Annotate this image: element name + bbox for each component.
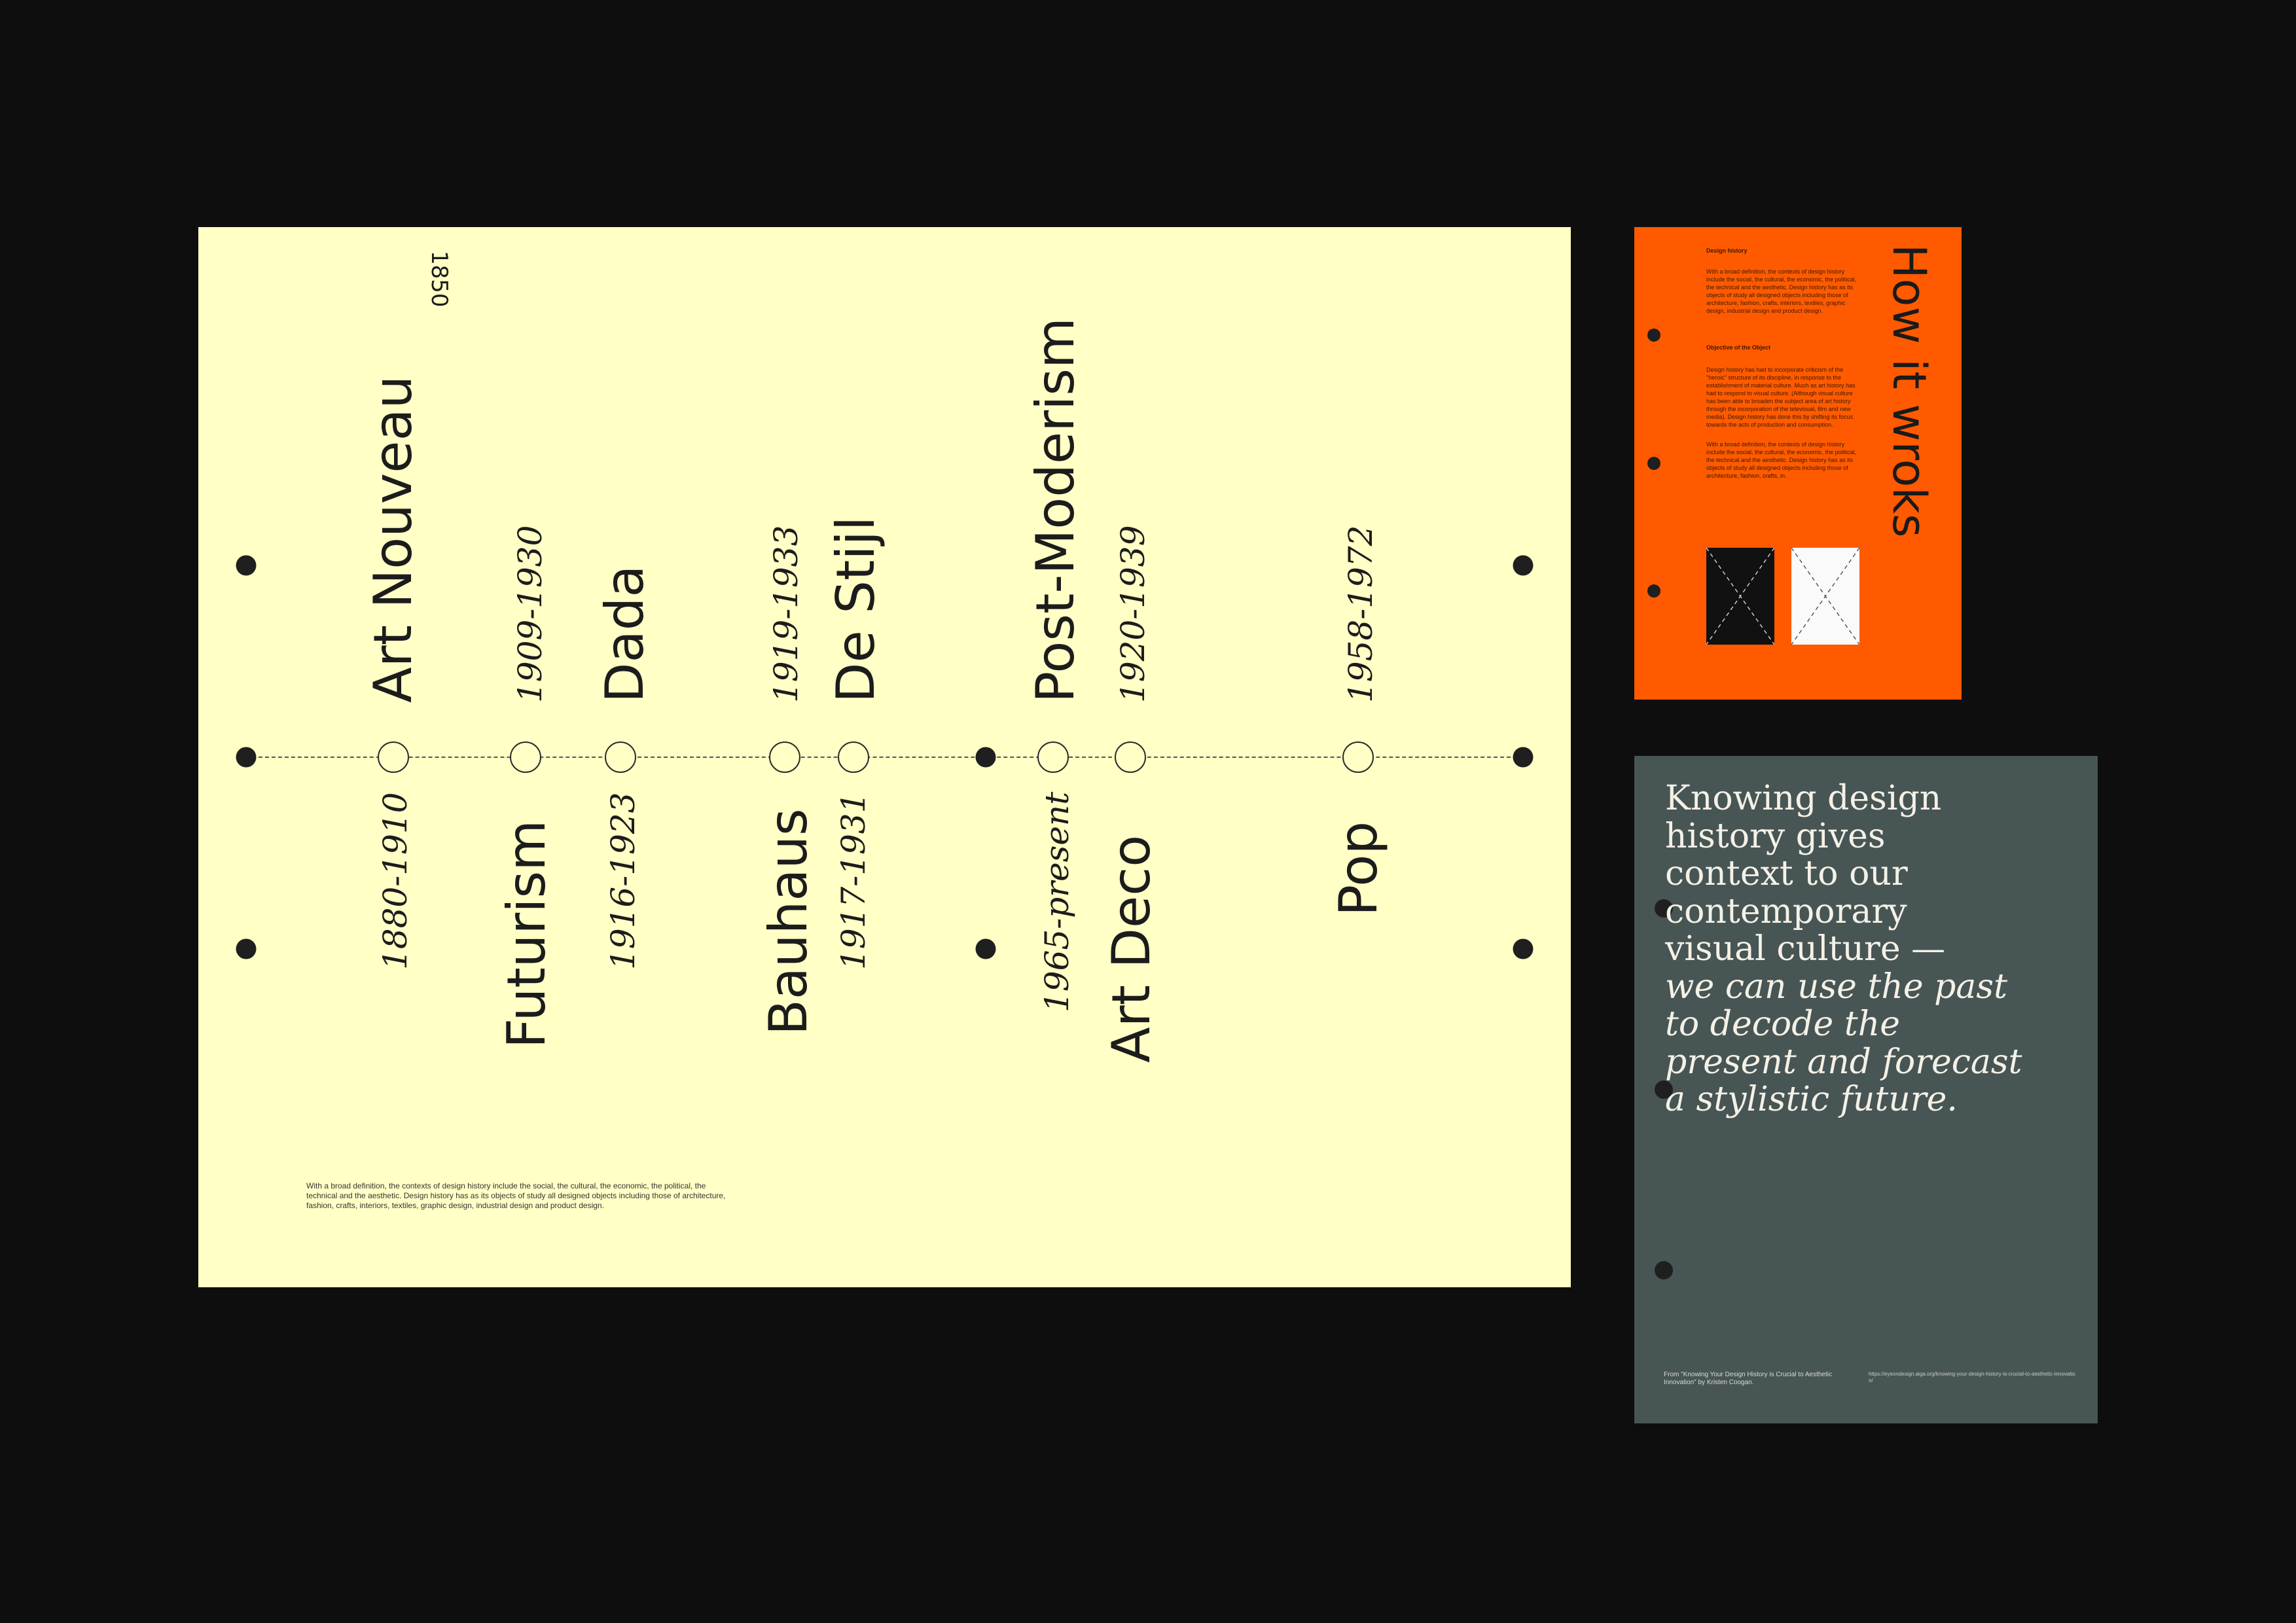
image-placeholder-light — [1791, 548, 1859, 645]
start-year: 1850 — [426, 251, 452, 308]
timeline-dot — [1513, 747, 1534, 768]
timeline-marker[interactable] — [378, 741, 409, 773]
years-label: 1958-1972 — [1342, 525, 1380, 703]
heading-objective: Objective of the Object — [1706, 344, 1771, 351]
timeline-marker[interactable] — [1037, 741, 1069, 773]
heading-design-history: Design history — [1706, 247, 1748, 254]
image-placeholder-dark — [1706, 548, 1774, 645]
timeline-poster — [198, 227, 1571, 1287]
timeline-dot — [236, 939, 257, 959]
timeline-dot — [1513, 939, 1534, 959]
quote-line-italic: to decode the — [1665, 1005, 1900, 1044]
style-label: Dada — [594, 565, 655, 703]
style-label: De Stijl — [825, 516, 886, 703]
binder-hole — [1655, 1261, 1673, 1279]
quote-line: history gives — [1665, 816, 1886, 856]
quote-line-italic: present and forecast — [1665, 1042, 2022, 1082]
source-link[interactable]: https://eyeondesign.aiga.org/knowing-your-design-history-is-crucial-to-aesthetic-innovation/ — [1869, 1371, 2075, 1383]
timeline-axis — [245, 757, 1524, 758]
style-label: Art Nouveau — [363, 375, 423, 703]
years-label: 1909-1930 — [511, 525, 549, 703]
style-label: Bauhaus — [758, 808, 819, 1035]
timeline-marker[interactable] — [1342, 741, 1374, 773]
timeline-dot — [236, 747, 257, 768]
timeline-dot — [236, 556, 257, 576]
how-it-works-card — [1634, 227, 1962, 700]
quote-text — [1665, 780, 2084, 1119]
quote-line-italic: we can use the past — [1665, 967, 2007, 1007]
binder-hole — [1647, 584, 1660, 597]
paragraph: With a broad definition, the contexts of design history include the social, the cultural, the economic, the political, the technical and the aesthetic. Design history has as its objects of study all designed objects including those of architecture, fashion, crafts, interiors, textiles, graphic design, industrial design and product design. — [1706, 268, 1857, 314]
years-label: 1917-1931 — [834, 792, 872, 970]
paragraph: Design history has had to incorporate criticism of the "heroic" structure of its discipline, in response to the establishment of material culture. Much as art history has had to respond to visual culture. (Although visual culture has been able to broaden the subject area of art history through the incorporation of the televisual, film and new media). Design history has done this by shifting its focus towards the acts of production and consumption. — [1706, 366, 1856, 428]
paragraph: With a broad definition, the contexts of design history include the social, the cultural, the economic, the political, the technical and the aesthetic. Design history has as its objects of study all designed objects including those of architecture, fashion, crafts, in. — [1706, 441, 1857, 479]
card-title: How it wroks — [1882, 244, 1936, 538]
timeline-footnote: With a broad definition, the contexts of design history include the social, the cultural, the economic, the political, the technical and the aesthetic. Design history has as its objects of study all designed objects including those of architecture, fashion, crafts, interiors, textiles, graphic design, industrial design and product design. — [306, 1181, 726, 1210]
timeline-marker[interactable] — [605, 741, 636, 773]
timeline-marker[interactable] — [510, 741, 541, 773]
timeline-marker[interactable] — [1115, 741, 1146, 773]
quote-line: context to our — [1665, 854, 1908, 893]
quote-credit: From "Knowing Your Design History is Crucial to Aesthetic Innovation" by Kristen Coogan. — [1664, 1371, 1832, 1386]
binder-hole — [1647, 457, 1660, 470]
style-label: Futurism — [496, 819, 557, 1048]
timeline-dot — [976, 939, 996, 959]
quote-line: contemporary — [1665, 891, 1907, 931]
quote-line: Knowing design — [1665, 779, 1942, 818]
timeline-marker[interactable] — [838, 741, 869, 773]
style-label: Art Deco — [1101, 834, 1162, 1063]
quote-line-italic: a stylistic future. — [1665, 1080, 1958, 1119]
timeline-marker[interactable] — [769, 741, 800, 773]
timeline-dot — [976, 747, 996, 768]
quote-line: visual culture — — [1665, 929, 1946, 969]
style-label: Pop — [1328, 821, 1389, 916]
years-label: 1920-1939 — [1114, 525, 1152, 703]
timeline-dot — [1513, 556, 1534, 576]
years-label: 1919-1933 — [767, 525, 805, 703]
years-label: 1965-present — [1038, 791, 1076, 1012]
years-label: 1880-1910 — [376, 792, 414, 970]
style-label: Post-Moderism — [1025, 317, 1086, 703]
years-label: 1916-1923 — [604, 792, 642, 970]
binder-hole — [1647, 329, 1660, 342]
quote-card — [1634, 756, 2098, 1423]
